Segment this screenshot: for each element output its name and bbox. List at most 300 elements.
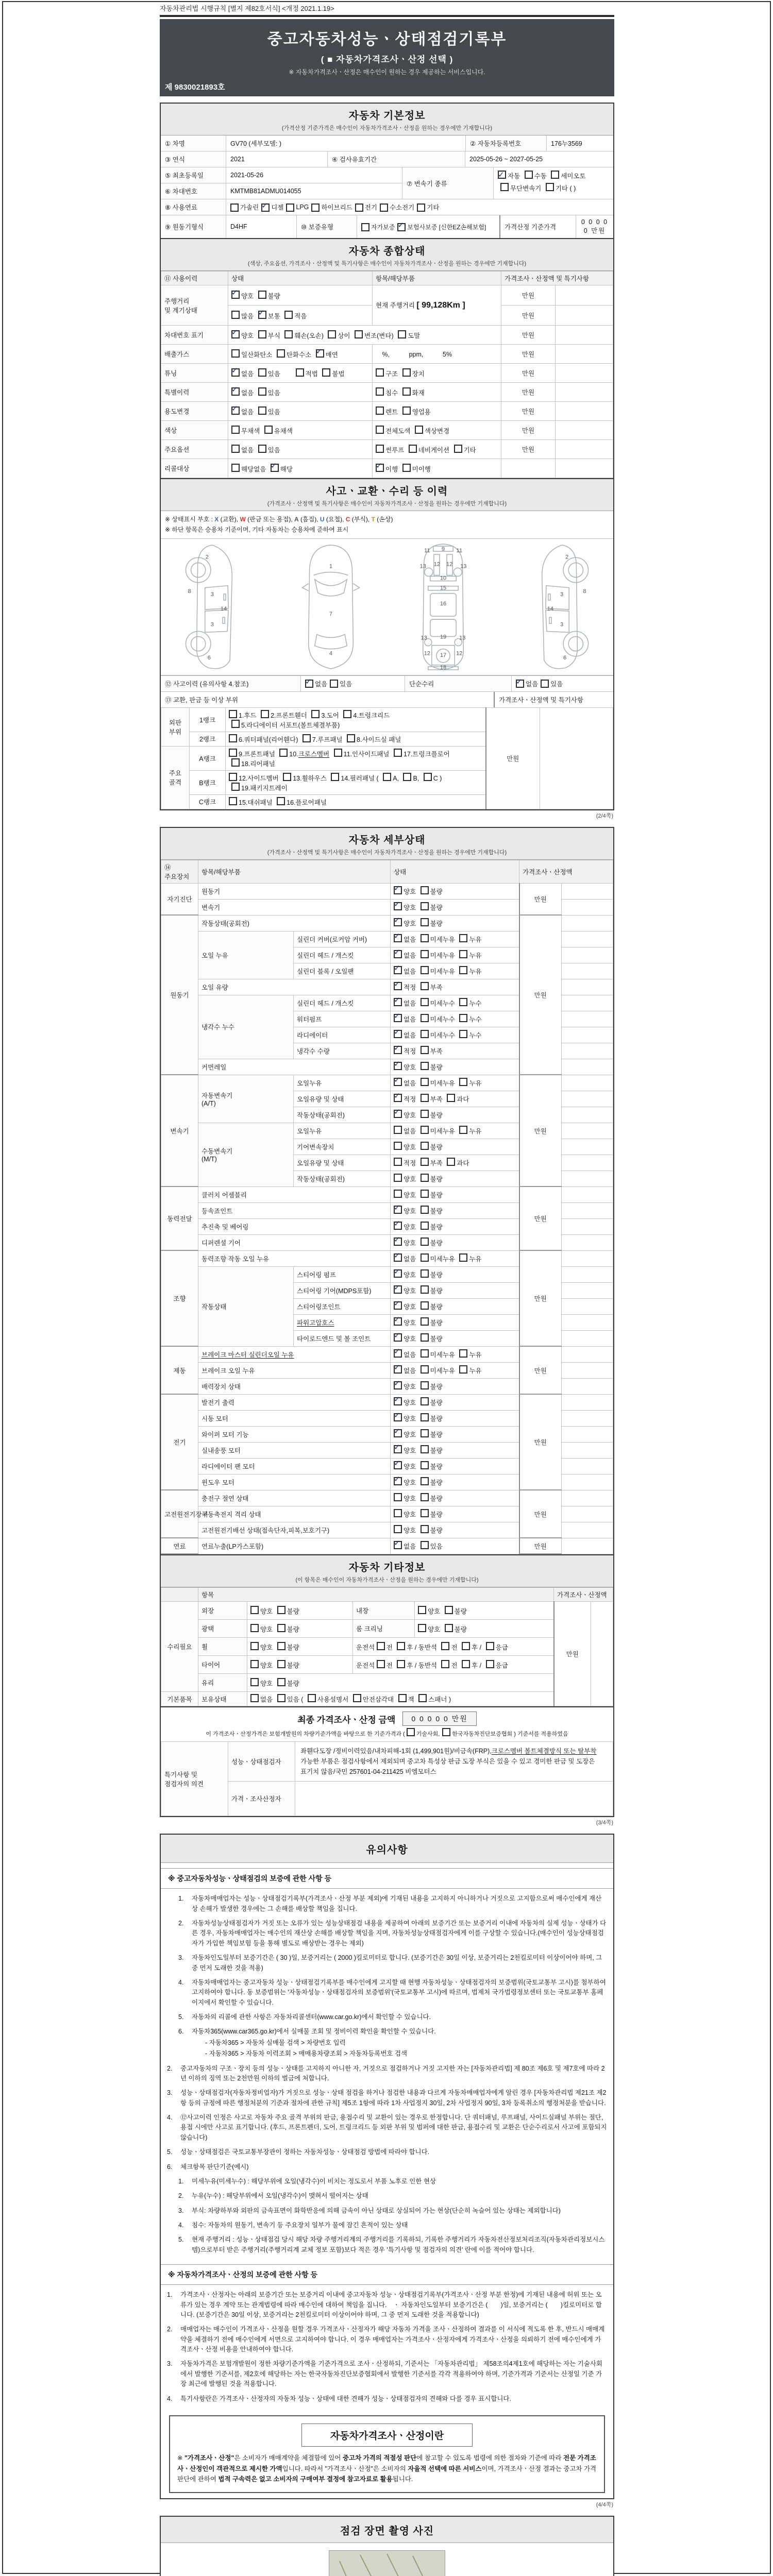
checkbox[interactable] (231, 758, 240, 767)
checkbox[interactable] (394, 1158, 402, 1166)
table-cell: 작동상태(공회전) (198, 915, 391, 931)
table-cell: 원동기 (198, 883, 391, 899)
checkbox-checked[interactable] (394, 982, 402, 990)
checkbox[interactable] (283, 773, 291, 781)
table-cell (562, 1250, 613, 1266)
table-cell: 워터펌프 (294, 1011, 391, 1027)
checkbox[interactable] (421, 1206, 429, 1214)
section-title: 점검 장면 촬영 사진 (340, 2525, 434, 2537)
checkbox[interactable] (424, 773, 432, 781)
checkbox-checked[interactable] (376, 464, 384, 472)
table-cell (562, 1522, 613, 1538)
checkbox[interactable] (500, 183, 509, 191)
checkbox[interactable] (418, 1694, 427, 1702)
checkbox[interactable] (421, 1110, 429, 1118)
checkbox[interactable] (421, 1142, 429, 1150)
table-cell: 오일 유량 (198, 979, 391, 995)
checkbox[interactable] (334, 749, 342, 757)
checkbox[interactable] (380, 204, 388, 212)
checkbox-checked[interactable] (394, 918, 402, 926)
table-cell: ✓ 양호 불량 (391, 1298, 519, 1314)
diagram-part-number: 18 (440, 664, 446, 671)
checkbox[interactable] (459, 1030, 467, 1038)
checkbox[interactable] (421, 1094, 429, 1102)
checkbox[interactable] (421, 998, 429, 1006)
checkbox-checked[interactable] (394, 1046, 402, 1054)
checkbox[interactable] (421, 1253, 429, 1262)
checkbox[interactable] (394, 1126, 402, 1134)
checkbox-checked[interactable] (394, 1110, 402, 1118)
checkbox[interactable] (231, 349, 240, 358)
circle-element (568, 636, 583, 651)
table-cell: 양호 불량 (247, 1602, 353, 1620)
checkbox-checked[interactable] (394, 1397, 402, 1405)
checkbox[interactable] (418, 1606, 426, 1614)
section-accident-header (161, 478, 613, 511)
checkbox-checked[interactable] (394, 1333, 402, 1342)
table-cell: 6.쿼터패널(리어휀다) 7.루프패널 8.사이드실 패널 (226, 732, 486, 746)
div-element: - 자동차365 > 자동차 실매물 검색 > 차량번호 입력 (205, 2039, 346, 2046)
checkbox[interactable] (459, 1253, 467, 1262)
checkbox[interactable] (231, 445, 240, 453)
checkbox[interactable] (421, 1461, 429, 1469)
table-cell: 항목 (198, 1588, 554, 1602)
checkbox-checked[interactable] (394, 934, 402, 942)
span-element: 침수: 자동차의 원동기, 변속기 등 주요장치 일부가 물에 잠긴 흔적이 있는 상태 (192, 2222, 408, 2229)
checkbox[interactable] (421, 886, 429, 894)
checkbox-checked[interactable] (394, 902, 402, 910)
checkbox[interactable] (546, 183, 554, 191)
checkbox[interactable] (284, 311, 293, 319)
table-cell: ✓ 적정 부족 (391, 1043, 519, 1059)
checkbox[interactable] (261, 710, 269, 718)
damage-code-legend: ※ 상태표시 부호 : X (교환), W (판금 또는 용접), A (흠집), U (요철), C (부식), T (손상) ※ 하단 항목은 승용차 기준이며, 기타 자동차는 승용차에 준하여 표시 (161, 511, 613, 539)
checkbox[interactable] (394, 1493, 402, 1501)
checkbox-checked[interactable] (394, 1253, 402, 1262)
final-price-row (161, 1706, 613, 1727)
checkbox[interactable] (421, 1317, 429, 1326)
checkbox[interactable] (459, 950, 467, 958)
checkbox[interactable] (308, 1694, 316, 1702)
checkbox[interactable] (421, 982, 429, 990)
checkbox[interactable] (311, 204, 320, 212)
checkbox-checked[interactable] (231, 291, 240, 299)
table-cell: ✓ 없음 미세누유 누유 (391, 1250, 519, 1266)
notice-item (178, 2235, 607, 2255)
checkbox[interactable] (445, 1624, 453, 1632)
checkbox[interactable] (277, 1660, 285, 1668)
checkbox-checked[interactable] (498, 171, 506, 179)
checkbox[interactable] (394, 749, 402, 757)
path-element (303, 583, 309, 590)
checkbox[interactable] (250, 1624, 259, 1632)
checkbox[interactable] (447, 1094, 455, 1102)
checkbox[interactable] (398, 330, 406, 338)
checkbox[interactable] (277, 797, 285, 805)
checkbox[interactable] (421, 1190, 429, 1198)
checkbox[interactable] (355, 330, 363, 338)
checkbox[interactable] (421, 1126, 429, 1134)
table-cell: 15.대쉬패널 16.플로어패널 (226, 794, 486, 809)
checkbox[interactable] (277, 1678, 285, 1686)
car-diagram-top (287, 542, 375, 672)
checkbox[interactable] (421, 1445, 429, 1453)
b-element: "가격조사ㆍ산정" (184, 2454, 234, 2462)
checkbox[interactable] (376, 368, 384, 377)
checkbox[interactable] (258, 445, 266, 453)
checkbox[interactable] (459, 1078, 467, 1086)
checkbox[interactable] (421, 1493, 429, 1501)
checkbox[interactable] (231, 783, 240, 791)
checkbox[interactable] (421, 950, 429, 958)
checkbox[interactable] (231, 311, 240, 319)
checkbox-checked[interactable] (394, 966, 402, 974)
checkbox[interactable] (376, 445, 384, 453)
span-element: 체크항목 판단기준(예시) (180, 2163, 249, 2171)
checkbox[interactable] (279, 749, 288, 757)
checkbox-checked[interactable] (231, 368, 240, 377)
checkbox[interactable] (296, 368, 304, 377)
checkbox[interactable] (421, 1525, 429, 1533)
checkbox[interactable] (541, 680, 549, 688)
checkbox[interactable] (421, 1381, 429, 1389)
checkbox[interactable] (361, 223, 369, 231)
table-row (161, 1187, 613, 1202)
table-cell (562, 1266, 613, 1282)
checkbox[interactable] (409, 445, 417, 453)
checkbox-checked[interactable] (394, 1301, 402, 1310)
checkbox[interactable] (250, 1606, 259, 1614)
etc-info-table (161, 1587, 613, 1706)
table-cell (562, 1011, 613, 1027)
checkbox[interactable] (441, 1642, 449, 1650)
diagram-part-number: 13 (459, 635, 466, 641)
checkbox[interactable] (322, 368, 330, 377)
checkbox[interactable] (421, 1014, 429, 1022)
checkbox[interactable] (311, 710, 320, 718)
div-element: 0 0 0 0 0 만원 (576, 215, 613, 238)
checkbox[interactable] (394, 1142, 402, 1150)
checkbox[interactable] (421, 1429, 429, 1437)
checkbox[interactable] (229, 710, 237, 718)
checkbox[interactable] (402, 387, 411, 396)
div-element: ④ 검사유효기간 (327, 151, 465, 167)
checkbox[interactable] (421, 1078, 429, 1086)
checkbox[interactable] (277, 349, 285, 358)
span-element: 5. (178, 2236, 184, 2244)
checkbox-checked[interactable] (394, 1222, 402, 1230)
checkbox[interactable] (459, 1349, 467, 1358)
span-element: 6. (178, 2028, 184, 2036)
detail-condition-table (161, 860, 613, 1555)
checkbox[interactable] (459, 966, 467, 974)
checkbox-checked[interactable] (394, 1030, 402, 1038)
span-element: 3. (167, 2360, 173, 2368)
checkbox[interactable] (258, 330, 266, 338)
checkbox[interactable] (421, 902, 429, 910)
checkbox[interactable] (284, 330, 293, 338)
section-title: 사고ㆍ교환ㆍ수리 등 이력 (326, 486, 448, 497)
checkbox[interactable] (394, 1174, 402, 1182)
checkbox[interactable] (442, 1728, 450, 1736)
checkbox[interactable] (258, 291, 266, 299)
section-title: 자동차 기타정보 (348, 1562, 426, 1574)
checkbox[interactable] (402, 464, 411, 472)
checkbox[interactable] (397, 1642, 405, 1650)
table-cell: 커먼레일 (198, 1059, 391, 1075)
table-cell: 만원 (501, 345, 556, 364)
path-element (315, 634, 347, 649)
span-element: 2. (167, 2064, 173, 2072)
checkbox[interactable] (415, 426, 423, 434)
table-cell: 만원 (501, 421, 556, 440)
checkbox[interactable] (303, 734, 311, 742)
table-cell: 고전원전기배선 상태(접속단자,피복,보호기구) (198, 1522, 391, 1538)
checkbox[interactable] (459, 998, 467, 1006)
checkbox[interactable] (486, 1660, 494, 1668)
circle-element (568, 563, 583, 577)
car-diagram-side-right (511, 542, 599, 672)
checkbox[interactable] (421, 1509, 429, 1517)
checkbox[interactable] (445, 1606, 453, 1614)
checkbox[interactable] (277, 1642, 285, 1650)
section-subtitle: (가격산정 기준가격은 매수인이 자동차가격조사ㆍ산정을 원하는 경우에만 기재합니다) (281, 125, 493, 131)
checkbox[interactable] (230, 204, 239, 212)
checkbox[interactable] (462, 1642, 470, 1650)
checkbox-checked[interactable] (397, 223, 406, 231)
checkbox[interactable] (231, 464, 240, 472)
checkbox[interactable] (231, 720, 240, 728)
checkbox-checked[interactable] (516, 680, 524, 688)
checkbox[interactable] (229, 773, 237, 781)
checkbox[interactable] (421, 934, 429, 942)
checkbox[interactable] (250, 1694, 259, 1702)
checkbox[interactable] (421, 918, 429, 926)
checkbox[interactable] (403, 773, 411, 781)
diagram-part-number: 19 (440, 634, 446, 640)
checkbox-checked[interactable] (394, 1238, 402, 1246)
checkbox-checked[interactable] (394, 1445, 402, 1453)
checkbox[interactable] (398, 1694, 407, 1702)
checkbox[interactable] (459, 1126, 467, 1134)
checkbox[interactable] (421, 1174, 429, 1182)
checkbox-checked[interactable] (394, 1461, 402, 1469)
table-cell: 자동변속기 (A/T) (198, 1075, 294, 1123)
checkbox-checked[interactable] (231, 387, 240, 396)
checkbox[interactable] (421, 1222, 429, 1230)
table-cell: 휠 (198, 1638, 247, 1656)
checkbox[interactable] (459, 1365, 467, 1374)
table-cell (562, 915, 613, 931)
checkbox-checked[interactable] (231, 406, 240, 415)
table-cell: 외판 부위 (161, 707, 190, 746)
checkbox-checked[interactable] (394, 1285, 402, 1294)
checkbox[interactable] (250, 1660, 259, 1668)
checkbox[interactable] (418, 1624, 426, 1632)
checkbox[interactable] (353, 1694, 361, 1702)
section-title: 자동차 기본정보 (348, 110, 426, 122)
checkbox[interactable] (459, 1014, 467, 1022)
checkbox[interactable] (421, 1365, 429, 1374)
checkbox[interactable] (486, 1642, 494, 1650)
diagram-part-number: 6 (563, 654, 567, 661)
checkbox-checked[interactable] (394, 1062, 402, 1070)
checkbox[interactable] (264, 426, 273, 434)
circle-element (191, 636, 205, 651)
table-cell (562, 931, 613, 947)
checkbox[interactable] (454, 445, 462, 453)
span-element: 성능ㆍ상태점검자(자동차정비업자)가 거짓으로 성능ㆍ상태 점검을 하거나 점검한 내용과 다르게 자동차매매업자에게 알린 경우 [자동차관리법 제21조 제2항 등의 규정에 따른 행정처분의 기준과 절차에 관한 규칙] 제5조 1항에 따라 1차 사업정지 30일, 2차 사업정지 90일, 3차 등록취소의 행정처분을 받습니다. (180, 2089, 607, 2107)
table-cell (562, 1378, 613, 1394)
checkbox-checked[interactable] (394, 1365, 402, 1374)
checkbox[interactable] (397, 1660, 405, 1668)
checkbox[interactable] (229, 749, 237, 757)
checkbox[interactable] (277, 1624, 285, 1632)
checkbox[interactable] (343, 710, 351, 718)
checkbox[interactable] (394, 1525, 402, 1533)
checkbox[interactable] (421, 1158, 429, 1166)
checkbox[interactable] (421, 1285, 429, 1294)
checkbox[interactable] (376, 387, 384, 396)
checkbox-checked[interactable] (394, 1349, 402, 1358)
checkbox[interactable] (229, 734, 237, 742)
checkbox-checked[interactable] (394, 950, 402, 958)
span-element: 자동차매매업자는 성능ㆍ상태점검기록부(가격조사ㆍ산정 부분 제외)에 기재된 내용을 고지하지 아니하거나 거짓으로 고지함으로써 매수인에게 재산상 손해가 발생한 경우에는 그 손해를 배상할 책임을 집니다. (192, 1895, 602, 1912)
checkbox[interactable] (421, 966, 429, 974)
checkbox[interactable] (421, 1238, 429, 1246)
checkbox-checked[interactable] (394, 1094, 402, 1102)
checkbox[interactable] (421, 1301, 429, 1310)
checkbox[interactable] (421, 1413, 429, 1421)
checkbox[interactable] (377, 1642, 385, 1650)
div-element (161, 167, 613, 199)
checkbox[interactable] (286, 204, 294, 212)
checkbox-checked[interactable] (316, 349, 324, 358)
checkbox[interactable] (441, 1660, 449, 1668)
table-cell (562, 1139, 613, 1155)
checkbox[interactable] (250, 1642, 259, 1650)
table-cell (562, 1506, 613, 1522)
checkbox[interactable] (394, 1190, 402, 1198)
checkbox-checked[interactable] (394, 1078, 402, 1086)
checkbox[interactable] (421, 1269, 429, 1278)
checkbox[interactable] (421, 1030, 429, 1038)
checkbox-checked[interactable] (394, 1413, 402, 1421)
accident-history-rows (161, 675, 613, 707)
checkbox-checked[interactable] (305, 680, 313, 688)
checkbox[interactable] (421, 1477, 429, 1485)
checkbox[interactable] (229, 797, 237, 805)
checkbox[interactable] (421, 1062, 429, 1070)
checkbox[interactable] (258, 387, 266, 396)
checkbox[interactable] (402, 368, 411, 377)
div-element: ✓ 없음 있음 (300, 676, 405, 691)
checkbox[interactable] (376, 426, 384, 434)
tbody-element (161, 1588, 613, 1706)
checkbox[interactable] (355, 204, 363, 212)
checkbox[interactable] (376, 406, 384, 415)
checkbox-checked[interactable] (394, 886, 402, 894)
table-cell: ✓ 양호 불량 (391, 883, 519, 899)
table-cell: 성능ㆍ상태점검자 (228, 1742, 295, 1782)
table-cell: 외장 (198, 1602, 247, 1620)
document (160, 2, 614, 2576)
checkbox[interactable] (330, 680, 338, 688)
notice-item (167, 2147, 607, 2157)
checkbox-checked[interactable] (231, 330, 240, 338)
checkbox[interactable] (462, 1660, 470, 1668)
checkbox[interactable] (417, 204, 425, 212)
table-cell (556, 364, 613, 383)
checkbox-checked[interactable] (394, 998, 402, 1006)
checkbox[interactable] (277, 1606, 285, 1614)
table-cell (562, 1218, 613, 1234)
checkbox[interactable] (421, 1349, 429, 1358)
checkbox-checked[interactable] (394, 1541, 402, 1549)
table-cell: ✓ 없음 미세누유 누유 (391, 931, 519, 947)
span-element: 2. (178, 2192, 184, 2200)
checkbox[interactable] (331, 773, 339, 781)
checkbox[interactable] (525, 171, 533, 179)
checkbox-checked[interactable] (261, 204, 270, 212)
div-element: 2021 (226, 151, 327, 167)
checkbox[interactable] (407, 1728, 415, 1736)
table-cell: ✓ 양호 불량 (391, 1314, 519, 1330)
table-cell: 만원 (501, 402, 556, 421)
checkbox-checked[interactable] (394, 1014, 402, 1022)
checkbox[interactable] (402, 406, 411, 415)
checkbox[interactable] (383, 773, 391, 781)
checkbox-checked[interactable] (394, 1269, 402, 1278)
table-cell: 가격조사ㆍ산정액 (519, 860, 613, 883)
checkbox[interactable] (377, 1660, 385, 1668)
checkbox-checked[interactable] (394, 1317, 402, 1326)
table-cell: 만원 (501, 285, 556, 306)
checkbox-checked[interactable] (394, 1206, 402, 1214)
table-cell: 양호 불량 (391, 1171, 519, 1187)
table-cell (562, 899, 613, 915)
summary-condition-table (161, 271, 613, 478)
notice-item (167, 2394, 607, 2404)
table-cell (198, 1346, 391, 1362)
checkbox[interactable] (421, 1397, 429, 1405)
table-cell: 전기 (161, 1394, 198, 1490)
checkbox[interactable] (421, 1333, 429, 1342)
checkbox[interactable] (421, 1541, 429, 1549)
checkbox-checked[interactable] (258, 311, 266, 319)
checkbox-checked[interactable] (394, 1381, 402, 1389)
checkbox[interactable] (231, 426, 240, 434)
checkbox[interactable] (394, 1509, 402, 1517)
checkbox-checked[interactable] (394, 1477, 402, 1485)
table-cell: 냉각수 누수 (198, 995, 294, 1059)
checkbox[interactable] (328, 330, 336, 338)
table-row (161, 883, 613, 899)
checkbox[interactable] (551, 171, 559, 179)
checkbox-checked[interactable] (394, 1429, 402, 1437)
checkbox[interactable] (258, 368, 266, 377)
checkbox[interactable] (277, 1694, 285, 1702)
checkbox[interactable] (421, 1046, 429, 1054)
checkbox-checked[interactable] (271, 464, 279, 472)
table-cell: 실린더 헤드 / 개스킷 (294, 947, 391, 963)
checkbox[interactable] (258, 406, 266, 415)
checkbox[interactable] (459, 934, 467, 942)
checkbox[interactable] (250, 1678, 259, 1686)
checkbox[interactable] (447, 1158, 455, 1166)
span-element: 3. (178, 2207, 184, 2214)
checkbox[interactable] (347, 734, 355, 742)
